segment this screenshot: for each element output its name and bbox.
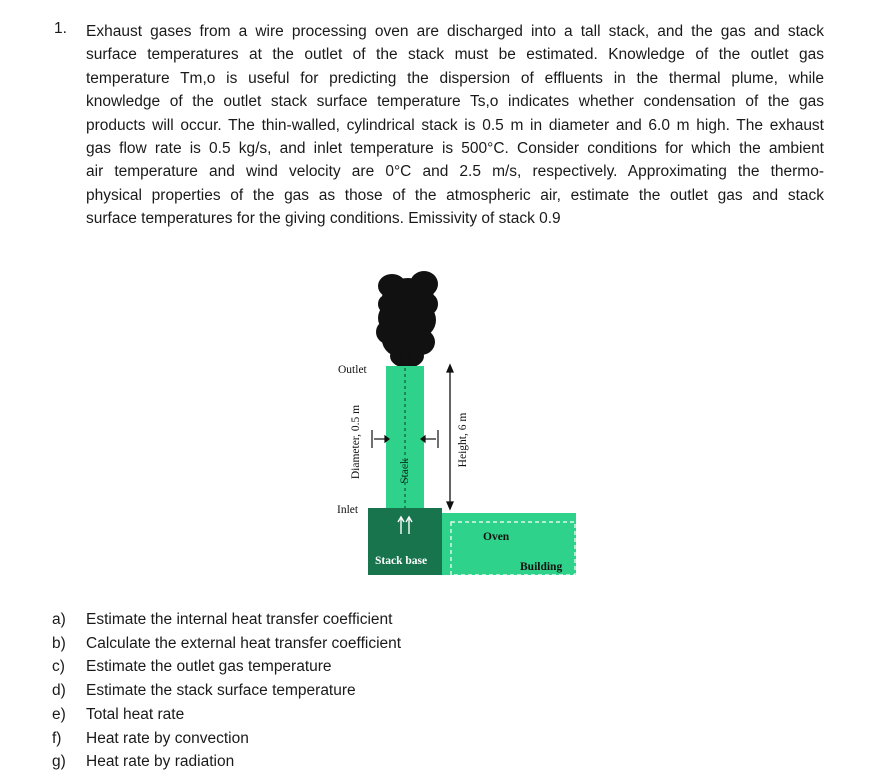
question-text: Heat rate by radiation bbox=[86, 753, 235, 771]
problem-line: Exhaust gases from a wire processing oven are discharged into a tall stack, and the gas and stack bbox=[86, 23, 824, 40]
question-text: Calculate the external heat transfer coefficient bbox=[86, 634, 402, 652]
question-list bbox=[52, 608, 401, 774]
problem-line: surface temperatures at the outlet of the stack must be estimated. Knowledge of the outlet gas bbox=[86, 46, 824, 64]
question-item bbox=[52, 655, 401, 679]
question-letter: d) bbox=[52, 682, 66, 700]
height-label: Height, 6 m bbox=[457, 412, 469, 468]
problem-statement bbox=[54, 20, 824, 231]
problem-line: knowledge of the outlet stack surface temperature Ts,o indicates whether condensation of the gas bbox=[86, 93, 824, 111]
problem-line: temperature Tm,o is useful for predicting the dispersion of effluents in the thermal plume, while bbox=[86, 69, 824, 87]
question-item bbox=[52, 608, 401, 632]
question-text: Total heat rate bbox=[86, 705, 185, 723]
building-label: Building bbox=[520, 561, 563, 573]
question-text: Estimate the stack surface temperature bbox=[86, 682, 356, 700]
question-text: Heat rate by convection bbox=[86, 729, 249, 747]
question-letter: e) bbox=[52, 705, 66, 723]
question-text: Estimate the outlet gas temperature bbox=[86, 658, 332, 676]
stack-diagram-svg bbox=[300, 258, 600, 583]
stack-label: Stack bbox=[399, 458, 411, 484]
problem-text bbox=[86, 20, 824, 231]
oven-label: Oven bbox=[483, 531, 510, 543]
problem-number: 1. bbox=[54, 20, 67, 37]
question-item bbox=[52, 679, 401, 703]
question-item bbox=[52, 727, 401, 751]
problem-line: gas flow rate is 0.5 kg/s, and inlet temperature is 500°C. Consider conditions for which the ambient bbox=[86, 140, 824, 158]
outlet-label: Outlet bbox=[338, 364, 367, 376]
problem-line: physical properties of the gas as those of the atmospheric air, estimate the outlet gas and stack bbox=[86, 186, 824, 204]
question-letter: b) bbox=[52, 634, 66, 652]
problem-line: surface temperatures for the giving conditions. Emissivity of stack 0.9 bbox=[86, 210, 561, 228]
stack-diagram bbox=[300, 258, 600, 583]
inlet-label: Inlet bbox=[337, 504, 359, 516]
question-letter: f) bbox=[52, 729, 62, 747]
question-item bbox=[52, 632, 401, 656]
diameter-label: Diameter, 0.5 m bbox=[350, 404, 362, 480]
stack-base-label: Stack base bbox=[375, 555, 428, 567]
question-letter: c) bbox=[52, 658, 65, 676]
problem-line: products will occur. The thin-walled, cylindrical stack is 0.5 m in diameter and 6.0 m high. The exhaust bbox=[86, 116, 824, 134]
problem-line: air temperature and wind velocity are 0°C and 2.5 m/s, respectively. Approximating the thermo- bbox=[86, 163, 824, 181]
height-dimension-arrow bbox=[447, 365, 453, 509]
question-letter: a) bbox=[52, 611, 66, 628]
question-item bbox=[52, 703, 401, 727]
question-text: Estimate the internal heat transfer coefficient bbox=[86, 611, 393, 628]
question-letter: g) bbox=[52, 753, 66, 771]
question-item bbox=[52, 750, 401, 774]
